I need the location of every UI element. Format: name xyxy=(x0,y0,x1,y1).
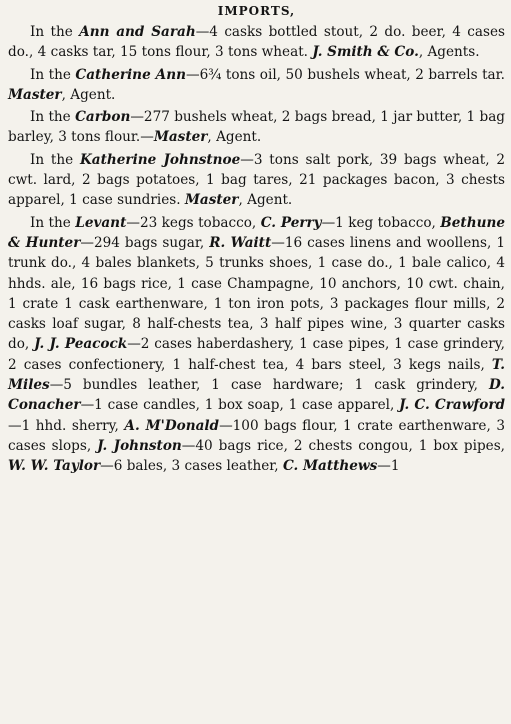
entry-text: , Agent. xyxy=(207,129,262,146)
entry-name: R. Waitt xyxy=(209,234,272,251)
entry-text: , Agent. xyxy=(61,86,116,103)
import-entry xyxy=(8,65,505,106)
entry-name: W. W. Taylor xyxy=(8,458,101,475)
entry-text: In the xyxy=(30,66,76,83)
entry-text: —277 bushels wheat, 2 bags bread, 1 jar butter, 1 bag barley, 3 tons flour.— xyxy=(8,109,506,146)
entry-text: —6 bales, 3 cases leather, xyxy=(100,458,283,475)
import-entry xyxy=(8,150,505,211)
entry-text: —1 hhd. sherry, xyxy=(8,417,125,434)
entry-name: Master xyxy=(184,192,239,209)
entry-name: Catherine Ann xyxy=(75,66,186,83)
entry-text: —4 casks bottled stout, 2 do. beer, 4 cases do., 4 casks tar, 15 tons flour, 3 tons wheat. xyxy=(8,24,505,61)
entry-name: C. Perry xyxy=(260,214,322,231)
entry-name: Carbon xyxy=(75,109,131,126)
entry-name: J. Smith & Co. xyxy=(312,44,419,61)
entry-name: C. Matthews xyxy=(282,458,378,475)
entry-name: Katherine Johnstnoe xyxy=(79,151,241,168)
section-heading: IMPORTS, xyxy=(217,4,296,18)
entry-name: Master xyxy=(8,86,62,103)
entry-text: In the xyxy=(30,24,80,40)
entry-text: —2 cases haberdashery, 1 case pipes, 1 case grindery, 2 cases confectionery, 1 half-chest tea, 4 bars steel, 3 kegs nails, xyxy=(8,336,505,373)
entry-text: —1 case candles, 1 box soap, 1 case apparel, xyxy=(80,397,400,414)
entry-text: —23 kegs tobacco, xyxy=(126,214,261,231)
entry-name: T. Miles xyxy=(8,356,505,394)
entry-text: —1 xyxy=(377,458,400,475)
entry-name: Ann and Sarah xyxy=(79,24,196,40)
entry-text: , Agent. xyxy=(238,192,293,209)
imports-list xyxy=(8,22,505,477)
entry-text: —16 cases linens and woollens, 1 trunk do., 4 bales blankets, 5 trunks shoes, 1 case do., 1 bale calico, 4 hhds. ale, 16 bags rice, 1 case Champagne, 10 anchors, 10 cwt. chain, 1 crate 1 cask earthenware, 1 ton iron pots, 3 packages flour mills, 2 casks loaf sugar, 8 half-chests tea, 3 half pipes wine, 3 quarter casks do, xyxy=(8,234,505,353)
entry-name: Levant xyxy=(75,214,127,231)
entry-text: —6¾ tons oil, 50 bushels wheat, 2 barrels tar. xyxy=(185,66,505,83)
entry-name: D. Conacher xyxy=(8,377,505,414)
entry-text: —40 bags rice, 2 chests congou, 1 box pipes, xyxy=(181,437,505,454)
entry-name: J. Johnston xyxy=(97,437,182,454)
entry-name: J. J. Peacock xyxy=(34,336,128,353)
entry-text: —3 tons salt pork, 39 bags wheat, 2 cwt. lard, 2 bags potatoes, 1 bag tares, 21 packages bacon, 3 chests apparel, 1 case sundries. xyxy=(8,151,505,209)
entry-text: —100 bags flour, 1 crate earthenware, 3 cases slops, xyxy=(8,417,505,454)
entry-text: In the xyxy=(30,214,76,231)
entry-text: In the xyxy=(30,151,80,168)
import-entry xyxy=(8,107,505,148)
entry-text: —5 bundles leather, 1 case hardware; 1 cask grindery, xyxy=(49,377,489,394)
entry-name: A. M'Donald xyxy=(124,417,220,434)
entry-text: In the xyxy=(30,109,76,126)
entry-name: Bethune & Hunter xyxy=(8,214,506,251)
entry-name: J. C. Crawford xyxy=(399,397,505,414)
entry-name: Master xyxy=(153,129,208,146)
import-entry xyxy=(8,22,505,63)
entry-text: , Agents. xyxy=(418,44,480,61)
import-entry xyxy=(8,213,505,477)
entry-text: —1 keg tobacco, xyxy=(321,214,441,231)
entry-text: —294 bags sugar, xyxy=(80,234,210,251)
